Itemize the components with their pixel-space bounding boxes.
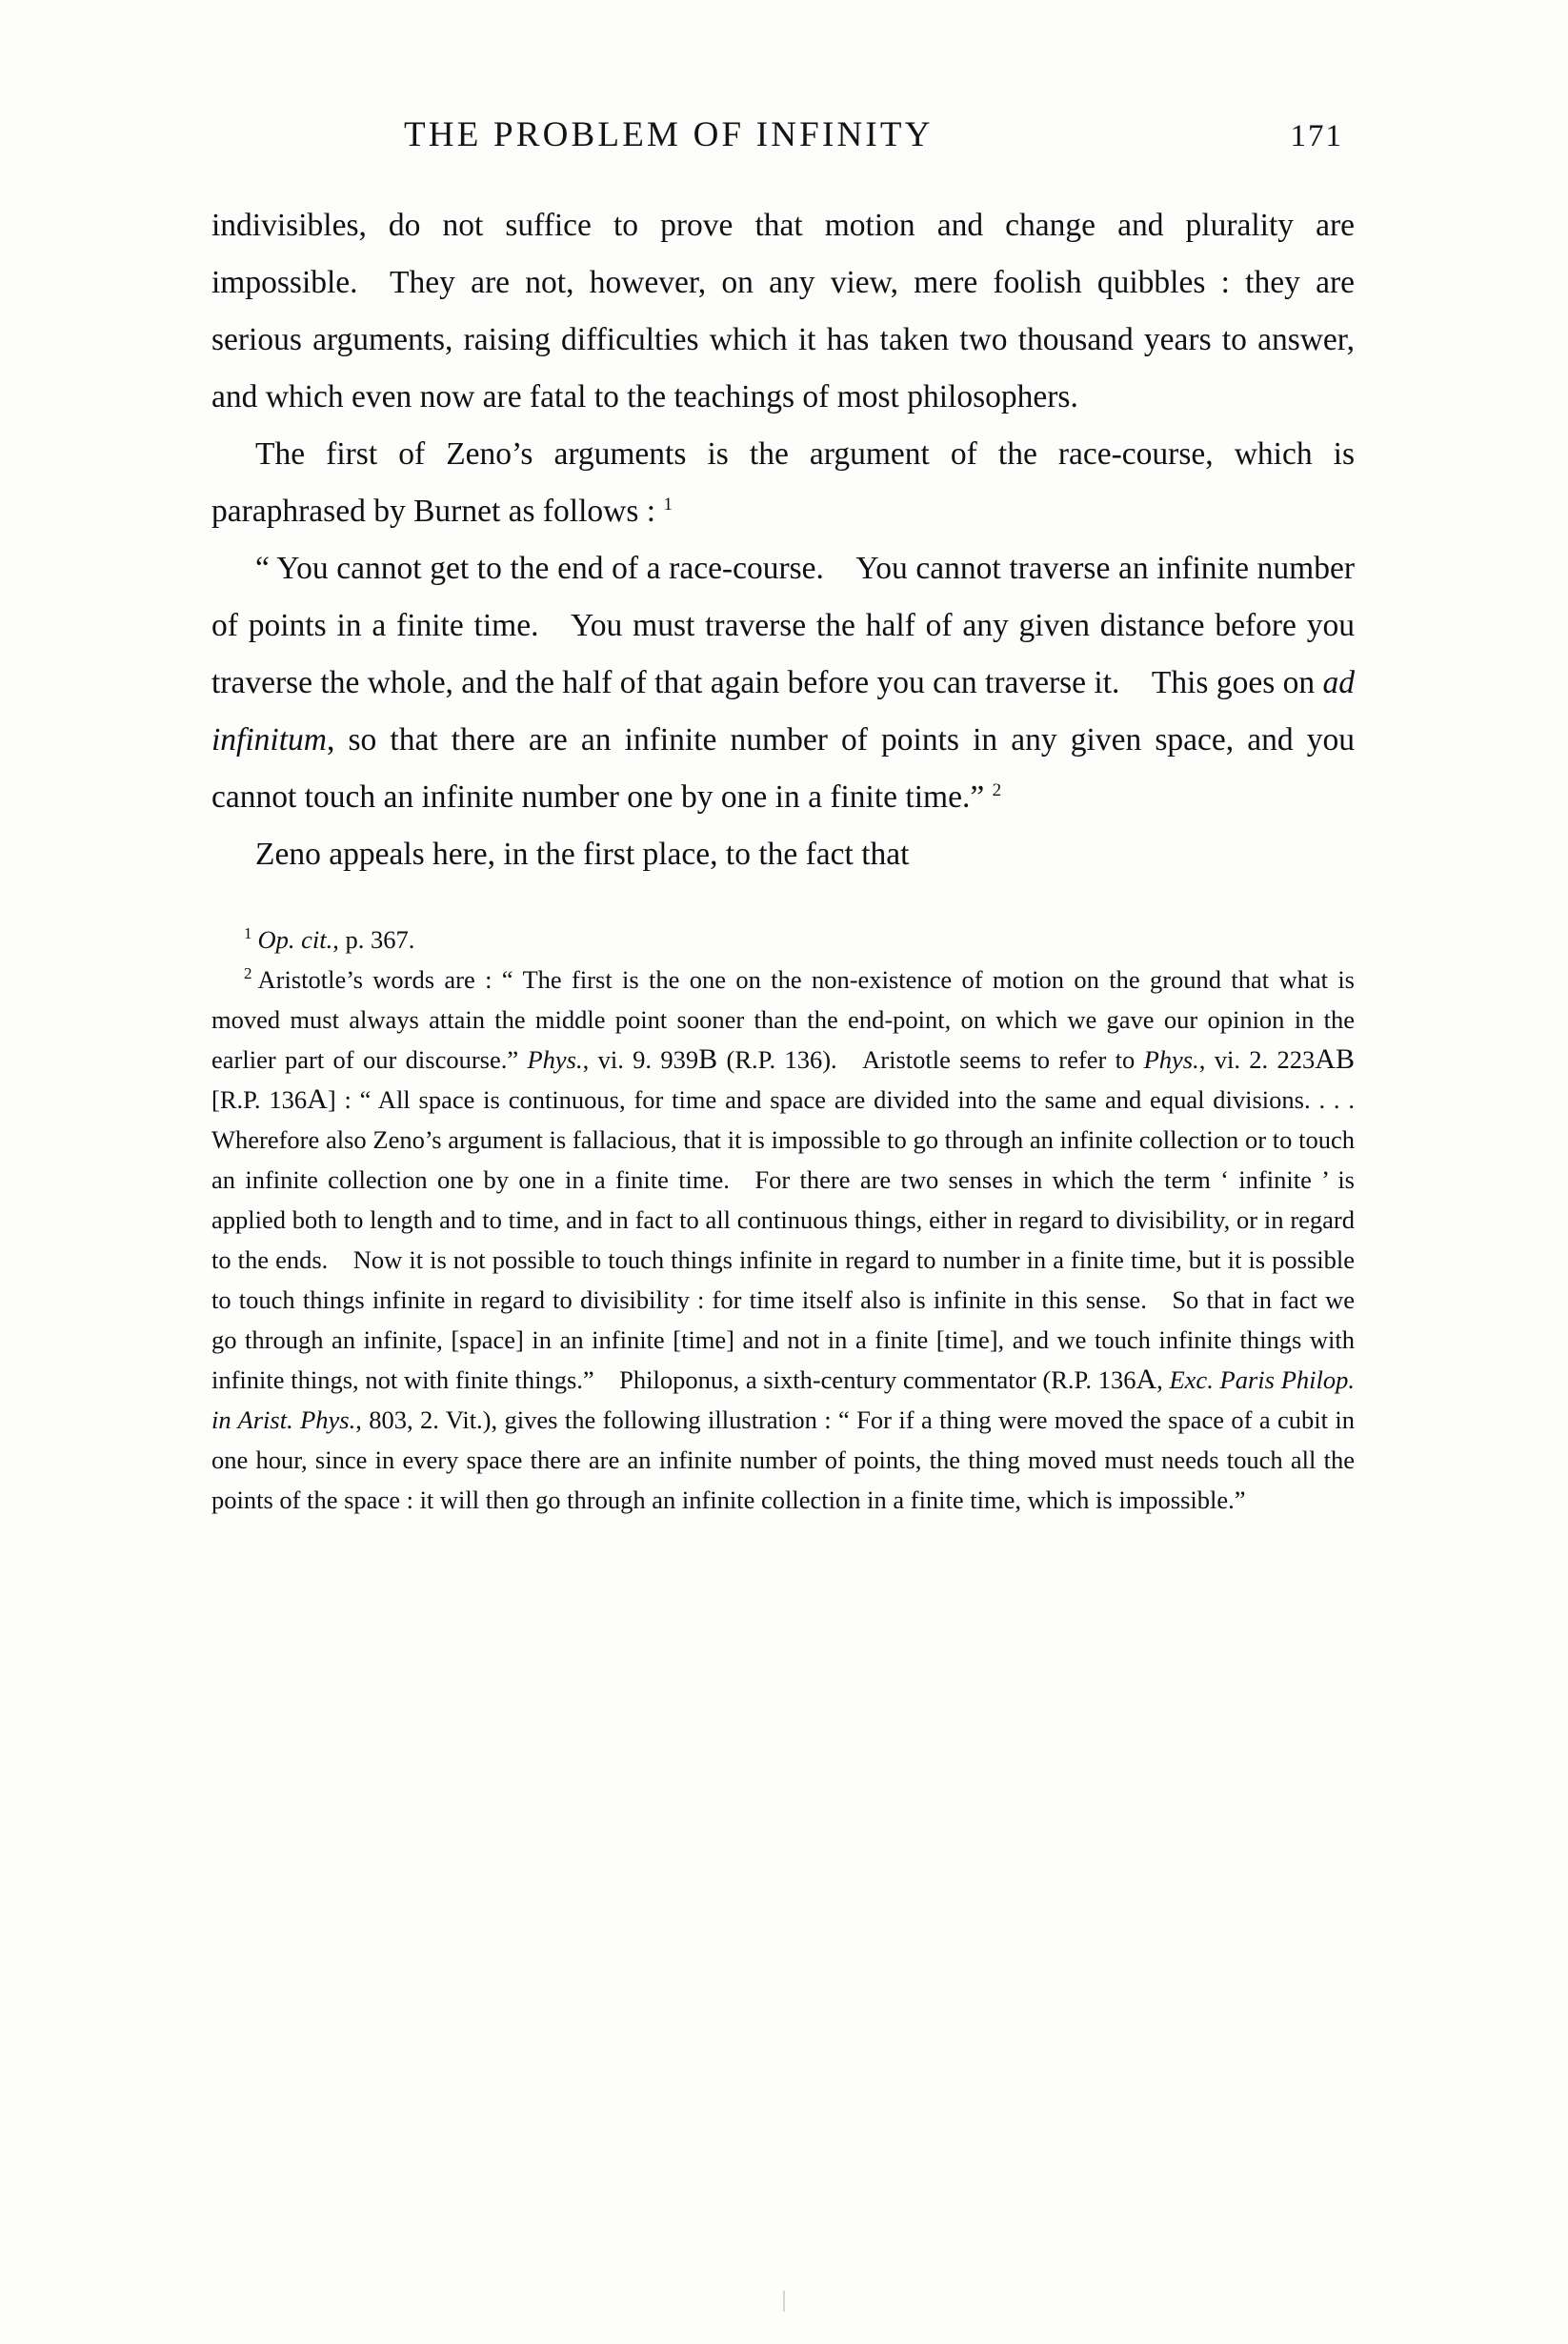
- footnote-2-text-6: ] : “ All space is continuous, for time and space are divided into the same and equal divisions. . . . Wherefore also Zeno’s argument is fallacious, that it is impossible to go through an infinite collection or to touch an infinite collection one by one in a finite time. For there are two senses in which the term ‘ infinite ’ is applied both to length and to time, and in fact to all continuous things, either in regard to divisibility, or in regard to the ends. Now it is not possible to touch things infinite in regard to number in a finite time, but it is possible to touch things infinite in regard to divisibility : for time itself also is infinite in this sense. So that in fact we go through an infinite, [space] in an infinite [time] and not in a finite [time], and we touch infinite things with infinite things, not with finite things.” Philoponus, a sixth-century commentator (R.P. 136: [211, 1085, 1355, 1394]
- footnote-ref-2[interactable]: 2: [992, 779, 1002, 800]
- page-content: [211, 114, 1355, 1520]
- paragraph-2: [211, 426, 1355, 540]
- footnote-2-smallcaps-4: A: [1136, 1364, 1157, 1395]
- footnote-2-smallcaps-3: A: [307, 1083, 328, 1115]
- footnotes-block: [211, 919, 1355, 1520]
- footnote-1-marker: 1: [244, 924, 252, 943]
- running-head: [211, 114, 1355, 155]
- page-title: THE PROBLEM OF INFINITY: [404, 115, 934, 154]
- footnote-2-text-3: (R.P. 136). Aristotle seems to refer to: [717, 1045, 1144, 1074]
- footnote-2-text-4: , vi. 2. 223: [1198, 1045, 1316, 1074]
- paragraph-3-text: Zeno appeals here, in the first place, to the fact that: [255, 837, 910, 872]
- paragraph-3: [211, 826, 1355, 883]
- page-spine-mark: [783, 2291, 785, 2312]
- quotation-paragraph: [211, 540, 1355, 826]
- footnote-2-text-8: , 803, 2. Vit.), gives the following illustration : “ For if a thing were moved the space of a cubit in one hour, since in every space there are an infinite number of points, the thing moved must needs touch all the points of the space : it will then go through an infinite collection in a finite time, which is impossible.”: [211, 1405, 1355, 1514]
- footnote-2-smallcaps-1: B: [698, 1043, 718, 1075]
- footnote-2-italic-citation: Exc. Paris Philop. in Arist. Phys.: [211, 1365, 1355, 1434]
- footnote-2-text-2: , vi. 9. 939: [582, 1045, 699, 1074]
- footnote-1-text: , p. 367.: [332, 925, 415, 954]
- body-text: [211, 197, 1355, 883]
- paragraph-1: [211, 197, 1355, 426]
- footnote-2-marker: 2: [244, 964, 252, 983]
- footnote-1-italic: Op. cit.: [257, 925, 333, 954]
- footnote-2-smallcaps-2: AB: [1315, 1043, 1355, 1075]
- quotation-text-a: “ You cannot get to the end of a race-course. You cannot traverse an infinite number of points in a finite time. You must traverse the half of any given distance before you traverse the whole, and the half of that again before you can traverse it. This goes on: [211, 551, 1355, 700]
- footnote-2-phys-1: Phys.: [527, 1045, 583, 1074]
- footnote-2-text-7: ,: [1156, 1365, 1170, 1394]
- paragraph-2-text: The first of Zeno’s arguments is the argument of the race-course, which is paraphrased by Burnet as follows :: [211, 436, 1355, 529]
- footnote-2-text-5: [R.P. 136: [211, 1085, 308, 1114]
- paragraph-1-text: indivisibles, do not suffice to prove that motion and change and plurality are impossible. They are not, however, on any view, mere foolish quibbles : they are serious arguments, raising difficulties which it has taken two thousand years to answer, and which even now are fatal to the teachings of most philosophers.: [211, 208, 1355, 414]
- footnote-1: [211, 919, 1355, 960]
- quotation-italic-phrase: ad infinitum: [211, 665, 1355, 758]
- page-number: 171: [1290, 119, 1343, 153]
- footnote-2-phys-2: Phys.: [1143, 1045, 1199, 1074]
- footnote-ref-1[interactable]: 1: [663, 494, 673, 515]
- footnote-2-text-1: Aristotle’s words are : “ The first is the one on the non-existence of motion on the ground that what is moved must always attain the middle point sooner than the end-point, on which we gave our opinion in the earlier part of our discourse.”: [211, 965, 1355, 1074]
- quotation-text-b: , so that there are an infinite number of points in any given space, and you cannot touch an infinite number one by one in a finite time.”: [211, 722, 1355, 815]
- footnote-2: [211, 960, 1355, 1520]
